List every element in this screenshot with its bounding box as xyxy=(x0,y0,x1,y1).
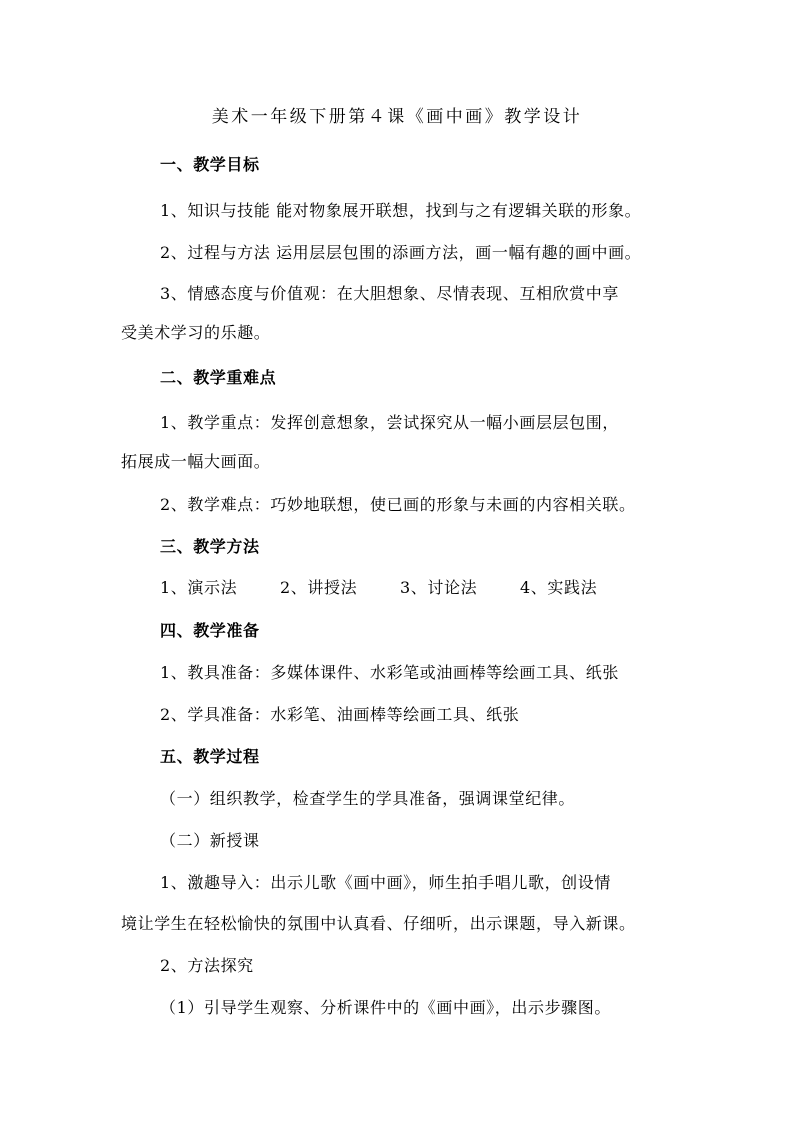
section-heading-objectives: 一、教学目标 xyxy=(160,155,260,174)
section-heading-methods: 三、教学方法 xyxy=(160,537,260,556)
method-item: 1、演示法 xyxy=(160,578,238,597)
method-item: 2、讲授法 xyxy=(280,578,358,597)
section-heading-preparation: 四、教学准备 xyxy=(160,621,260,640)
method-item: 4、实践法 xyxy=(520,578,598,597)
paragraph: 3、情感态度与价值观：在大胆想象、尽情表现、互相欣赏中享 xyxy=(160,284,619,303)
paragraph: 1、教学重点：发挥创意想象，尝试探究从一幅小画层层包围， xyxy=(160,413,619,432)
paragraph-continuation: 拓展成一幅大画面。 xyxy=(121,452,271,471)
paragraph: 1、知识与技能 能对物象展开联想，找到与之有逻辑关联的形象。 xyxy=(160,201,642,220)
paragraph: 2、学具准备：水彩笔、油画棒等绘画工具、纸张 xyxy=(160,705,520,724)
paragraph-continuation: 受美术学习的乐趣。 xyxy=(121,323,271,342)
paragraph: 2、方法探究 xyxy=(160,956,254,975)
paragraph: （1）引导学生观察、分析课件中的《画中画》，出示步骤图。 xyxy=(160,998,611,1017)
paragraph: 2、教学难点：巧妙地联想，使已画的形象与未画的内容相关联。 xyxy=(160,495,636,514)
paragraph-continuation: 境让学生在轻松愉快的氛围中认真看、仔细听，出示课题，导入新课。 xyxy=(121,914,636,933)
section-heading-key-points: 二、教学重难点 xyxy=(160,368,277,387)
section-heading-process: 五、教学过程 xyxy=(160,747,260,766)
methods-list xyxy=(160,578,597,598)
document-title: 美术一年级下册第４课《画中画》教学设计 xyxy=(211,107,583,127)
paragraph: 1、激趣导入：出示儿歌《画中画》，师生拍手唱儿歌，创设情 xyxy=(160,873,611,892)
method-item: 3、讨论法 xyxy=(400,578,478,597)
paragraph: （一）组织教学，检查学生的学具准备，强调课堂纪律。 xyxy=(160,789,576,808)
paragraph: （二）新授课 xyxy=(160,831,260,850)
paragraph: 2、过程与方法 运用层层包围的添画方法，画一幅有趣的画中画。 xyxy=(160,243,642,262)
paragraph: 1、教具准备：多媒体课件、水彩笔或油画棒等绘画工具、纸张 xyxy=(160,663,619,682)
